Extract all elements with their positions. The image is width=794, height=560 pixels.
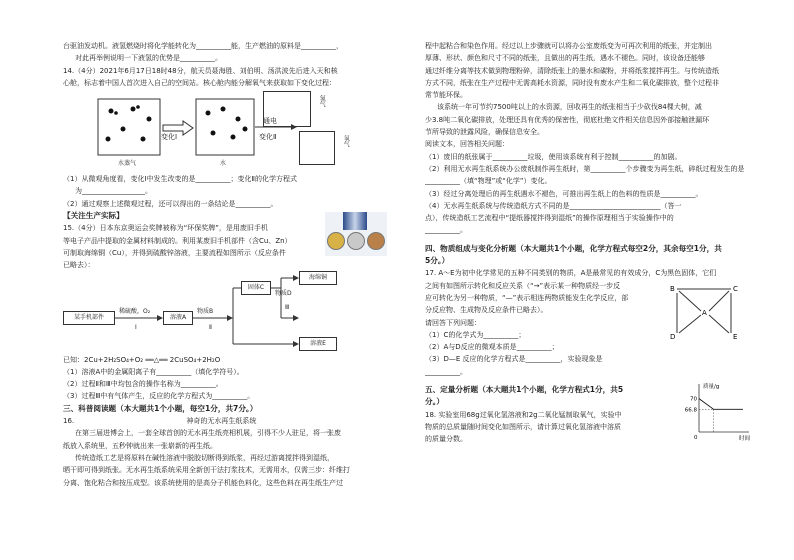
q16-question: （3）经过分离处理后的再生纸遇水不褪色，可推出再生纸上的色料的性质是__________。 bbox=[425, 189, 703, 198]
oxygen-box bbox=[299, 131, 335, 165]
q16-cont: 节所导致的泄露风险，确保信息安全。 bbox=[425, 128, 544, 137]
label-hydrogen: 氢气 bbox=[318, 95, 326, 108]
label-change1: 变化Ⅰ bbox=[161, 133, 178, 142]
label-substance-d: 物质D bbox=[275, 289, 292, 297]
q17-line: __________。 bbox=[425, 367, 467, 376]
label-change2: 变化Ⅱ bbox=[259, 133, 277, 142]
section-4-heading: 四、物质组成与变化分析题（本大题共1个小题，化学方程式每空2分，其余每空1分，共 bbox=[425, 243, 722, 253]
box-solution-e: 溶液E bbox=[299, 337, 337, 351]
medals-image bbox=[325, 212, 387, 256]
label-water: 水 bbox=[220, 160, 227, 168]
q17-line: （3）D—E 反应的化学方程式是__________，实验现象是 bbox=[425, 355, 603, 364]
q16-question: __________（填“物理”或“化学”）变化。 bbox=[425, 177, 552, 186]
intro-line: 对此再举例说明一下液氢的优势是__________。 bbox=[75, 54, 222, 63]
q14-question: （2）通过观察上述微观过程，还可以得出的一条结论是__________。 bbox=[63, 199, 278, 208]
label-energize: 通电 bbox=[263, 117, 277, 126]
q17-relation-diagram bbox=[665, 281, 745, 341]
label-step3: Ⅲ bbox=[285, 303, 290, 311]
node-d: D bbox=[670, 333, 676, 342]
origin-label: 0 bbox=[694, 435, 698, 442]
node-a: A bbox=[702, 309, 707, 318]
x-axis-label: 时间 bbox=[739, 436, 751, 443]
left-column bbox=[63, 40, 393, 489]
q15-line: 可制取海绵铜（Cu），并得到硫酸锌溶液，主要流程如图所示（反应条件 bbox=[63, 248, 286, 257]
q14-question: （1）从微观角度看，变化Ⅰ中发生改变的是__________；变化Ⅱ的化学方程式 bbox=[63, 175, 297, 184]
label-step1: Ⅰ bbox=[135, 323, 137, 331]
q16-text: 纸放入系统里，五秒钟就出来一张崭新的再生纸。 bbox=[63, 441, 217, 450]
q16-text: 传统造纸工艺是将原料在碱性溶液中脱胶切断得到纸浆，再经过游离搅拌得到湿纸， bbox=[75, 453, 334, 462]
q17-line: 分反应物、生成物及反应条件已略去）。 bbox=[425, 306, 548, 315]
q16-text: 在第三届进博会上，一套全球首创的无水再生纸亮相机展，引得不少人驻足，将一张废 bbox=[75, 429, 341, 438]
label-water-vapor: 水蒸气 bbox=[118, 160, 137, 168]
q15-question: （2）过程Ⅱ和Ⅲ中均包含的操作名称为__________。 bbox=[63, 380, 223, 389]
q14-line: 心舱，标志着中国人首次进入自己的空间站。核心舱内能分解氧气来获取如下变化过程： bbox=[63, 78, 336, 87]
node-c: C bbox=[733, 285, 738, 294]
q18-line: 物质的总质量随时间变化如图所示，请计算过氧化氢溶液中溶质 bbox=[425, 422, 621, 431]
q14-question: 为__________________。 bbox=[75, 187, 152, 196]
mass-time-chart bbox=[673, 376, 753, 442]
q16-question: __________。 bbox=[425, 226, 467, 235]
q17-line: （1）C的化学式为__________； bbox=[425, 330, 526, 339]
q15-flow-diagram bbox=[63, 274, 393, 352]
q17-line: 应可转化为另一种物质，“—”表示相连两物质能发生化学反应，部 bbox=[425, 293, 629, 302]
q16-cont: 该系统一年可节约7500吨以上的水资源，回收再生的纸张相当于少砍伐84棵大树，减 bbox=[437, 103, 702, 112]
q15-line: 已略去）： bbox=[63, 261, 95, 270]
q15-line: 15.（4分）日本东京奥运会奖牌被称为“环保奖牌”，是用废旧手机 bbox=[63, 224, 268, 233]
hydrogen-box bbox=[263, 91, 311, 127]
box-phone-parts: 某手机部件 bbox=[63, 311, 115, 325]
q16-text: 分离、饱化粘合和按压成型。该系统使用的是高分子机能色料化，这些色料在再生纸生产过 bbox=[63, 478, 343, 487]
q17-line: 请回答下列问题： bbox=[425, 318, 481, 327]
q16-cont: 阅读文本，回答相关问题： bbox=[425, 140, 509, 149]
y-tick-label: 70 bbox=[690, 396, 697, 403]
q15-line: 等电子产品中提取的金属材料制成的。利用某废旧手机部件（含Cu、Zn） bbox=[63, 236, 292, 245]
q16-question: （4）无水再生纸系统与传统造纸方式不同的是__________________________（答一 bbox=[425, 201, 682, 210]
node-b: B bbox=[670, 285, 675, 294]
q16-question: 点），传统造纸工艺流程中“提纸器搅拌得到湿纸”的操作原理相当于实验操作中的 bbox=[425, 214, 674, 223]
label-substance-b: 物质B bbox=[197, 307, 214, 315]
q16-cont: 常节能环保。 bbox=[425, 91, 467, 100]
known-equation: 已知：2Cu+2H₂SO₄+O₂ ══△══ 2CuSO₄+2H₂O bbox=[63, 355, 221, 364]
label-oxygen: 氧气 bbox=[342, 135, 350, 148]
q16-text: 晒干即可得到纸张。无水再生纸系统采用全新创干法打浆技术，无需用水，仅需三步：纤维打 bbox=[63, 466, 350, 475]
right-column bbox=[425, 40, 765, 446]
label-step2: Ⅱ bbox=[209, 323, 212, 331]
q16-cont: 少3.8吨二氧化碳排放，处理还具有优秀的保密性，彻底杜绝文件相关信息因外部接触泄漏环 bbox=[425, 115, 710, 124]
q16-question: （2）利用无水再生纸系统办公废纸制作再生纸时，第__________个步骤变为再生纸，碎纸过程发生的是 bbox=[425, 164, 745, 173]
section-4-heading-cont: 5分。） bbox=[425, 256, 450, 266]
q18-line: 的质量分数。 bbox=[425, 435, 467, 444]
section-5-heading: 五、定量分析题（本大题共1个小题，化学方程式1分，共5 bbox=[425, 385, 624, 395]
label-dilute-acid: 稀硫酸，O₂ bbox=[119, 307, 151, 315]
section-3-heading: 三、科普阅读题（本大题共1个小题，每空1分，共7分。） bbox=[63, 403, 258, 413]
q16-cont: 程中起粘合和染色作用。经过以上步骤就可以将办公室废纸变为可再次利用的纸张，并定制出 bbox=[425, 42, 712, 50]
box-solid-c: 固体C bbox=[241, 281, 271, 295]
q16-cont: 厚薄、形状、颜色和尺寸不同的纸张，且做出的再生纸，遇水不褪色。同时，该设备还能够 bbox=[425, 54, 705, 63]
box-sponge-copper: 海绵铜 bbox=[299, 271, 337, 285]
section-5-heading-cont: 分。） bbox=[425, 397, 444, 407]
q18-line: 18. 实验室用68g过氧化氢溶液和2g二氧化锰制取氧气，实验中 bbox=[425, 410, 622, 419]
box-solution-a: 溶液A bbox=[163, 311, 193, 325]
q15-question: （3）过程Ⅲ中有气体产生，反应的化学方程式为__________。 bbox=[63, 392, 255, 401]
q17-line: 17. A～E为初中化学常见的五种不同类别的物质，A是最常见的有效成分，C为黑色固体，它们 bbox=[425, 269, 717, 278]
q16-title-line bbox=[63, 415, 393, 427]
q14-diagram bbox=[63, 91, 393, 171]
q14-line: 14.（4分）2021年6月17日18时48分，航天员聂海胜、刘伯明、汤洪波先后进入天和核 bbox=[63, 66, 338, 75]
q17-line: （2）A与D反应的微观本质是__________； bbox=[425, 343, 559, 352]
q16-cont: 方式不同，纸张在生产过程中无需高耗水资源，同时没有废水产生和二氧化碳排放，整个过程非 bbox=[425, 78, 719, 87]
y-axis-label: 质量/g bbox=[703, 384, 720, 391]
q16-title: 神奇的无水再生纸系统 bbox=[186, 417, 257, 426]
y-tick-label: 66.8 bbox=[684, 407, 697, 414]
intro-line: 台驱油发动机。液氢燃烧时将化学能转化为__________能，生产燃油的原料是__________， bbox=[63, 42, 343, 50]
q16-cont: 通过纤维分离等技术做到物理粉碎，清除纸张上的墨水和碳粉，并将纸浆搅拌再生。与传统造纸 bbox=[425, 66, 719, 75]
q16-question: （1）废旧的纸张属于__________垃圾，使用该系统有利于控制__________的加剧。 bbox=[425, 152, 682, 161]
q17-line: 之间有如图所示转化和反应关系（“→”表示某一种物质经一步反 bbox=[425, 281, 621, 290]
mass-series-line bbox=[699, 399, 743, 410]
q16-number: 16. bbox=[63, 417, 75, 426]
q15-question: （1）溶液A中的金属阳离子有__________（填化学符号）。 bbox=[63, 367, 244, 376]
node-e: E bbox=[733, 333, 738, 342]
section-focus: 【关注生产实际】 bbox=[63, 211, 124, 221]
